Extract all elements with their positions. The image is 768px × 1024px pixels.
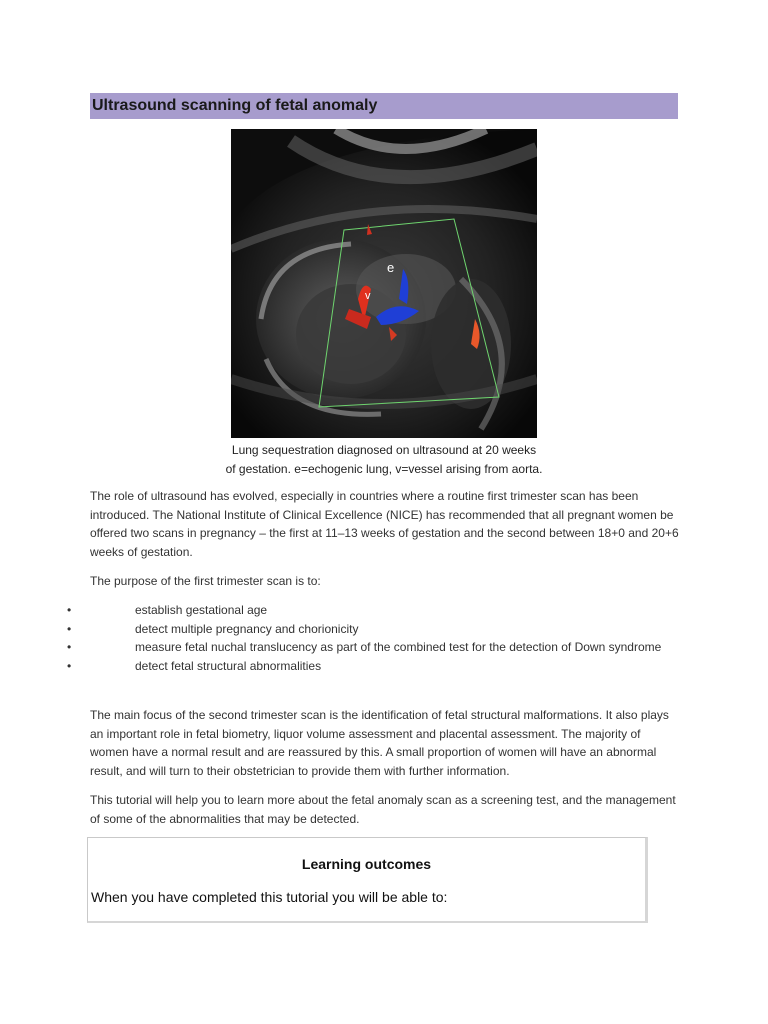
list-item: • detect fetal structural abnormalities [0,657,680,676]
list-item: • measure fetal nuchal translucency as part of the combined test for the detection of Down syndrome [0,638,680,657]
ultrasound-scan-graphic [231,129,537,438]
bullet-icon: • [67,640,72,655]
first-trimester-list [0,601,680,675]
tutorial-paragraph: This tutorial will help you to learn more about the fetal anomaly scan as a screening test, and the management of some of the abnormalities that may be detected. [90,793,676,826]
figure-caption [190,441,578,479]
page-title: Ultrasound scanning of fetal anomaly [92,97,378,114]
caption-line-1: Lung sequestration diagnosed on ultrasound at 20 weeks [231,443,537,457]
learning-outcomes-lead: When you have completed this tutorial you will be able to: [91,889,448,905]
ultrasound-image [231,129,537,438]
bullet-icon: • [67,621,72,636]
intro-paragraph: The role of ultrasound has evolved, especially in countries where a routine first trimester scan has been introduced. The National Institute of Clinical Excellence (NICE) has recommended that all pregnant women be offered two scans in pregnancy – the first at 11–13 weeks of gestation and the second between 18+0 and 20+6 weeks of gestation. [90,489,679,559]
caption-line-2: of gestation. e=echogenic lung, v=vessel arising from aorta. [225,462,543,476]
label-e: e [387,260,395,275]
list-item: • establish gestational age [0,601,680,620]
bullet-icon: • [67,658,72,673]
list-item: • detect multiple pregnancy and chorionicity [0,620,680,639]
title-bar [90,93,678,119]
label-v: v [365,290,371,302]
learning-outcomes-title: Learning outcomes [301,856,432,872]
second-trimester-paragraph: The main focus of the second trimester scan is the identification of fetal structural malformations. It also plays an important role in fetal biometry, liquor volume assessment and placental assessment. The majority of women have a normal result and are reassured by this. A small proportion of women will have an abnormal result, and will turn to their obstetrician to provide them with further information. [90,708,669,778]
first-trimester-heading: The purpose of the first trimester scan is to: [90,574,321,588]
learning-outcomes-box [87,837,648,923]
bullet-icon: • [67,603,72,617]
